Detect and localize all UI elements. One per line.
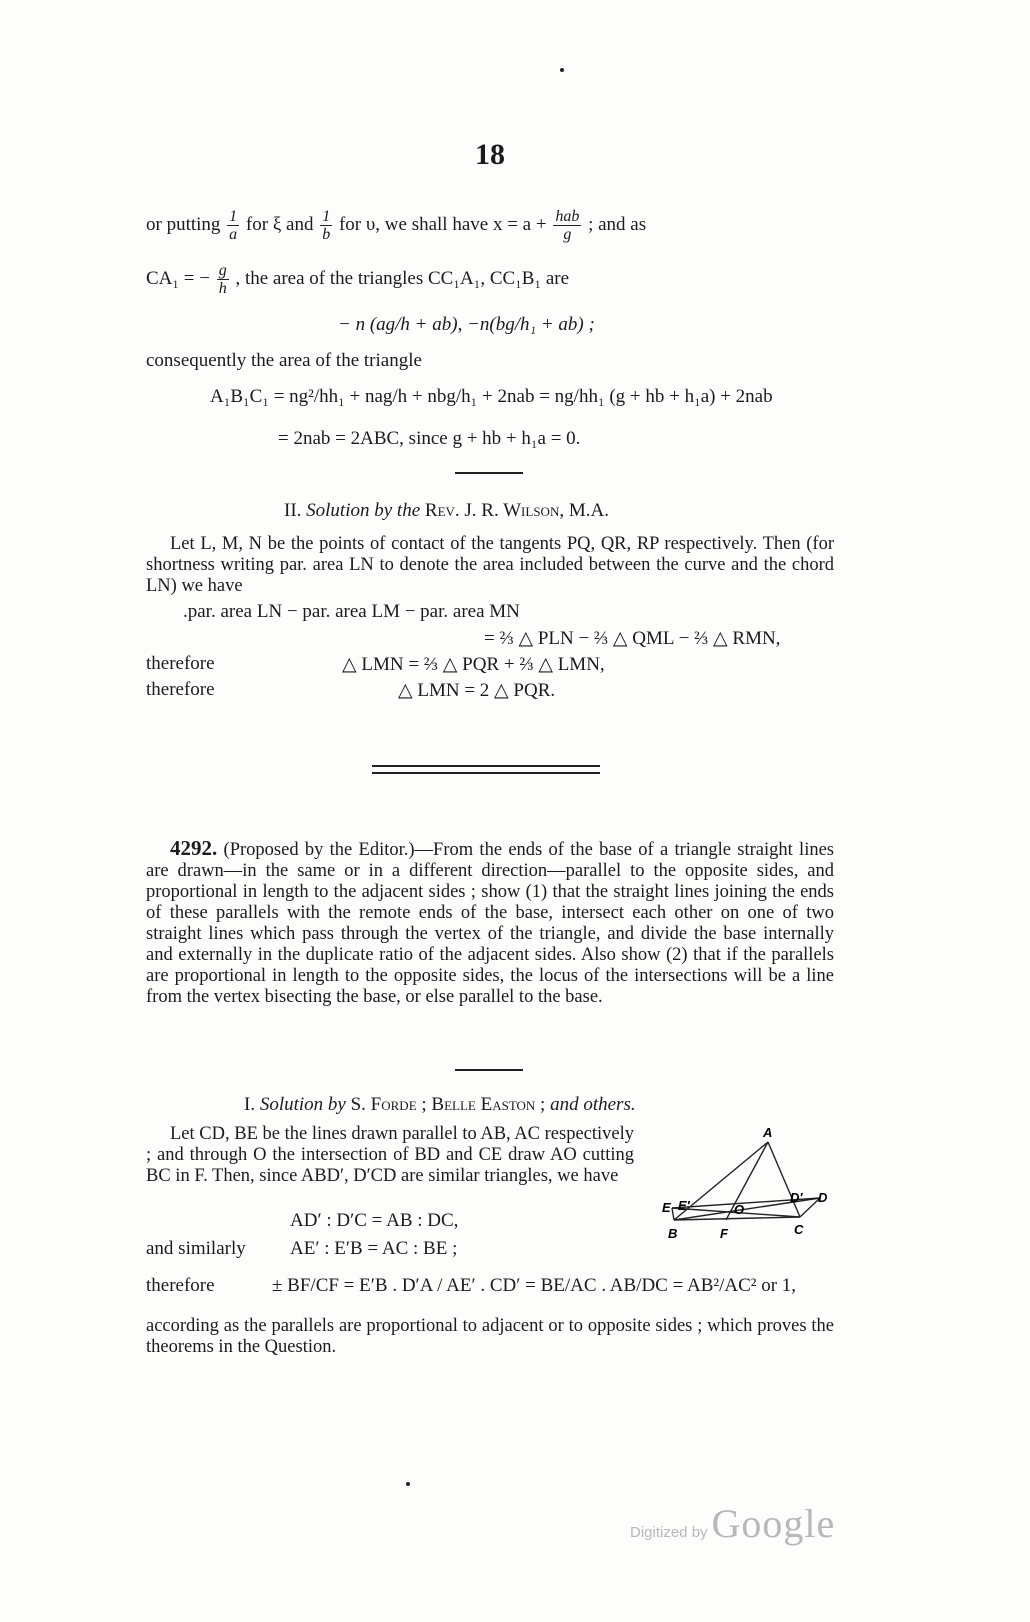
fig-line-BE [672,1208,674,1220]
solution1-eq2: AE′ : E′B = AC : BE ; [290,1238,458,1259]
fig-label-B: B [668,1226,678,1241]
part1-line3: − n (ag/h + ab), −n(bg/h₁ + ab) ; [338,314,595,335]
fig-label-C: C [794,1222,804,1237]
double-rule-bottom [372,772,600,774]
part1-line1: or putting $\frac{1}{a}$ for ξ and $\frac{1}{b}$ for υ, we shall have x = a + $\frac{\text{hab}}{g}$ ; and as [146,208,647,243]
solution2-eq2: = ⅔ △ PLN − ⅔ △ QML − ⅔ △ RMN, [484,628,781,649]
fig-label-A: A [763,1125,773,1140]
fig-label-F: F [720,1226,728,1241]
fig-label-E: E [662,1200,671,1215]
question-paragraph: 4292. (Proposed by the Editor.)—From the ends of the base of a triangle straight lines are drawn—in the same or in a different direction—parallel to the opposite sides, and proportional in length to the adjacent sides ; show (1) that the straight lines joining the ends of these parallels with the remote ends of the base, intersect each other on one of two straight lines which pass through the vertex of the triangle, and divide the base internally and externally in the duplicate ratio of the adjacent sides. Also show (2) that if the parallels are proportional in length to the opposite sides, the locus of the intersections will be a line from the vertex bisecting the base, or else parallel to the base. [146,836,835,1007]
solution2-eq1: .par. area LN − par. area LM − par. area MN [183,601,520,622]
solution2-eq4: △ LMN = 2 △ PQR. [398,680,556,701]
fig-label-E1: E′ [678,1198,690,1213]
solution1-eq1: AD′ : D′C = AB : DC, [290,1210,459,1231]
question-number: 4292. [170,836,218,860]
solution1-eq3-label: therefore [146,1275,215,1296]
solution1-eq3: ± BF/CF = E′B . D′A / AE′ . CD′ = BE/AC . AB/DC = AB²/AC² or 1, [272,1275,797,1296]
solution2-paragraph: Let L, M, N be the points of contact of the tangents PQ, QR, RP respectively. Then (for shortness writing par. area LN to denote the area included between the curve and the chord LN) we have [146,534,834,596]
solution2-eq4-label: therefore [146,679,215,700]
google-watermark: Digitized by Google [630,1501,836,1546]
triangle-figure [650,1120,840,1250]
solution1-eq2-label: and similarly [146,1238,246,1259]
page-number: 18 [475,138,505,171]
part1-line2: CA₁ = − $\frac{g}{h}$ , the area of the triangles CC₁A₁, CC₁B₁ are [146,262,570,297]
solution1-paragraph-2: according as the parallels are proportional to adjacent or to opposite sides ; which proves the theorems in the Question. [146,1316,834,1357]
bottom-speck [406,1482,410,1486]
solution2-eq3: △ LMN = ⅔ △ PQR + ⅔ △ LMN, [342,654,605,675]
short-rule-2 [455,1069,523,1071]
solution2-eq3-label: therefore [146,653,215,674]
solution1-paragraph: Let CD, BE be the lines drawn parallel to AB, AC respectively ; and through O the intersection of BD and CE draw AO cutting BC in F. Then, since ABD′, D′CD are similar triangles, we have [146,1124,634,1186]
part1-line4: consequently the area of the triangle [146,350,422,371]
part1-line6: = 2nab = 2ABC, since g + hb + h₁a = 0. [278,428,581,449]
fig-label-D1: D′ [790,1190,803,1205]
fig-label-D: D [818,1190,828,1205]
solution2-heading: II. Solution by the Rev. J. R. Wilson, M.A. [284,500,609,521]
short-rule-1 [455,472,523,474]
solution1-heading: I. Solution by S. Forde ; Belle Easton ; and others. [244,1094,636,1115]
part1-line5: A₁B₁C₁ = ng²/hh₁ + nag/h + nbg/h₁ + 2nab = ng/hh₁ (g + hb + h₁a) + 2nab [210,386,773,407]
double-rule-top [372,765,600,767]
top-speck [560,68,564,72]
fig-label-O: O [734,1202,745,1217]
